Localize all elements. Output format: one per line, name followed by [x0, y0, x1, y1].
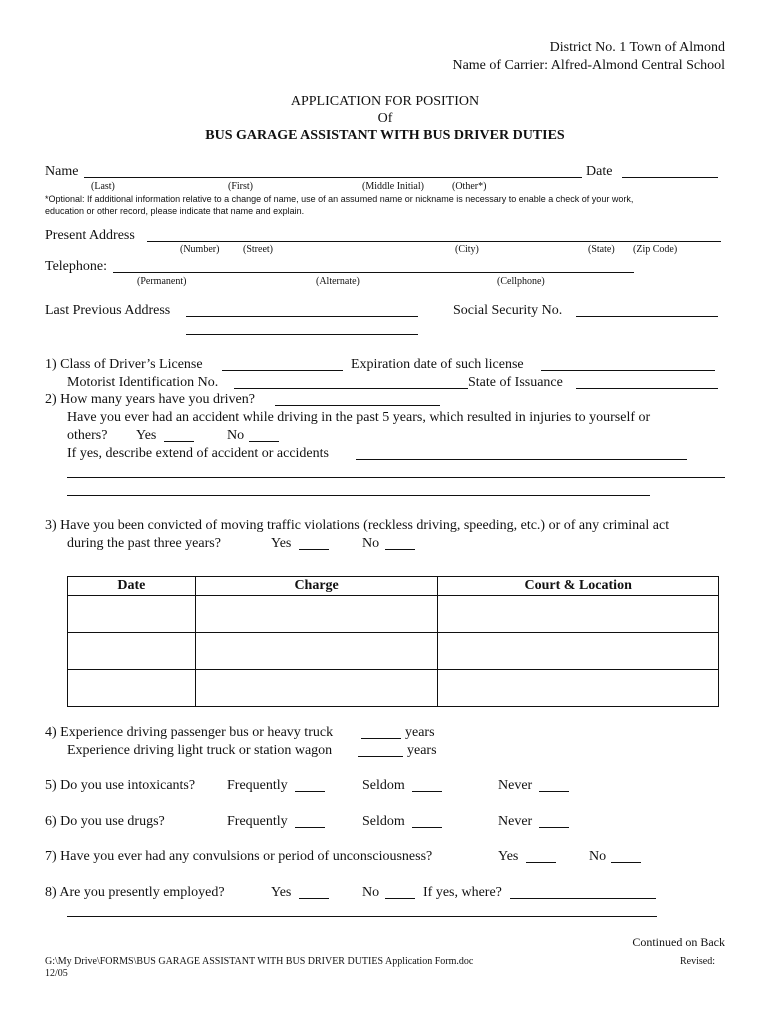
charge-cell[interactable]	[195, 596, 438, 633]
last-address-label: Last Previous Address	[45, 303, 171, 318]
q8-no-field[interactable]	[385, 898, 415, 899]
sub-zip: (Zip Code)	[633, 244, 678, 255]
q2-years-label: 2) How many years have you driven?	[45, 392, 255, 407]
date-label: Date	[586, 164, 613, 179]
date-field[interactable]	[622, 177, 718, 178]
q8-yes-field[interactable]	[299, 898, 329, 899]
page-title: BUS GARAGE ASSISTANT WITH BUS DRIVER DUTIES	[205, 128, 565, 143]
revised-label: Revised:	[680, 956, 715, 967]
q2-describe-label: If yes, describe extend of accident or accidents	[67, 446, 329, 461]
charge-column-header: Charge	[195, 577, 438, 596]
q3-no-field[interactable]	[385, 549, 415, 550]
name-label: Name	[45, 164, 79, 179]
continued-on-back: Continued on Back	[632, 935, 725, 949]
court-location-cell[interactable]	[438, 596, 719, 633]
title-line1: APPLICATION FOR POSITION	[290, 94, 480, 109]
name-field[interactable]	[84, 177, 582, 178]
q7-no-label: No	[589, 849, 607, 864]
sub-other: (Other*)	[452, 181, 487, 192]
table-row	[68, 596, 719, 633]
ssn-field[interactable]	[576, 316, 718, 317]
q3-no-label: No	[362, 536, 380, 551]
district-line: District No. 1 Town of Almond	[549, 40, 725, 55]
q3-line2: during the past three years?	[67, 536, 221, 551]
q4-line1: 4) Experience driving passenger bus or heavy truck	[45, 725, 334, 740]
sub-first: (First)	[228, 181, 253, 192]
years-driven-field[interactable]	[275, 405, 440, 406]
motorist-id-label: Motorist Identification No.	[67, 375, 219, 390]
state-issuance-label: State of Issuance	[468, 375, 563, 390]
court-location-cell[interactable]	[438, 670, 719, 707]
q1-expiration-label: Expiration date of such license	[351, 357, 524, 372]
q8-label: 8) Are you presently employed?	[45, 885, 225, 900]
sub-middle: (Middle Initial)	[362, 181, 424, 192]
q7-label: 7) Have you ever had any convulsions or period of unconsciousness?	[45, 849, 433, 864]
date-column-header: Date	[68, 577, 196, 596]
q3-yes-field[interactable]	[299, 549, 329, 550]
employer-field-2[interactable]	[67, 916, 657, 917]
sub-permanent: (Permanent)	[137, 276, 187, 287]
q3-yes-label: Yes	[271, 536, 292, 551]
title-line2: Of	[377, 111, 393, 126]
q5-seldom-field[interactable]	[412, 791, 442, 792]
sub-last: (Last)	[91, 181, 115, 192]
q5-seldom-label: Seldom	[362, 778, 405, 793]
q6-label: 6) Do you use drugs?	[45, 814, 165, 829]
violations-table	[67, 576, 719, 707]
q6-never-label: Never	[498, 814, 533, 829]
state-issuance-field[interactable]	[576, 388, 718, 389]
q1-class-label: 1) Class of Driver’s License	[45, 357, 203, 372]
q5-frequently-field[interactable]	[295, 791, 325, 792]
q4-line2: Experience driving light truck or station wagon	[67, 743, 333, 758]
q7-yes-field[interactable]	[526, 862, 556, 863]
last-address-field-1[interactable]	[186, 316, 418, 317]
q6-never-field[interactable]	[539, 827, 569, 828]
last-address-field-2[interactable]	[186, 334, 418, 335]
bus-experience-field[interactable]	[361, 738, 401, 739]
file-path: G:\My Drive\FORMS\BUS GARAGE ASSISTANT WITH BUS DRIVER DUTIES Application Form.doc	[45, 956, 474, 967]
ssn-label: Social Security No.	[453, 303, 563, 318]
table-row	[68, 670, 719, 707]
optional-note-line1: *Optional: If additional information relative to a change of name, use of an assumed name or nickname is necessary to enable a check of your work,	[45, 194, 634, 204]
q2-yes-label: Yes	[136, 428, 157, 443]
q8-where-label: If yes, where?	[423, 885, 502, 900]
footer-date: 12/05	[45, 968, 68, 979]
date-cell[interactable]	[68, 633, 196, 670]
accident-describe-field-3[interactable]	[67, 495, 650, 496]
charge-cell[interactable]	[195, 633, 438, 670]
date-cell[interactable]	[68, 670, 196, 707]
table-row	[68, 633, 719, 670]
q7-yes-label: Yes	[498, 849, 519, 864]
motorist-id-field[interactable]	[234, 388, 468, 389]
charge-cell[interactable]	[195, 670, 438, 707]
employer-field-1[interactable]	[510, 898, 656, 899]
court-location-cell[interactable]	[438, 633, 719, 670]
table-header-row	[68, 577, 719, 596]
accident-describe-field-1[interactable]	[356, 459, 687, 460]
date-cell[interactable]	[68, 596, 196, 633]
q2-yes-field[interactable]	[164, 441, 194, 442]
q3-line1: 3) Have you been convicted of moving traffic violations (reckless driving, speeding, etc.) or of any criminal act	[45, 518, 670, 533]
court-location-column-header: Court & Location	[438, 577, 719, 596]
telephone-field[interactable]	[113, 272, 634, 273]
q2-accident-text: Have you ever had an accident while driving in the past 5 years, which resulted in injuries to yourself or	[67, 410, 651, 425]
sub-alternate: (Alternate)	[316, 276, 360, 287]
q6-seldom-field[interactable]	[412, 827, 442, 828]
q5-never-field[interactable]	[539, 791, 569, 792]
q5-label: 5) Do you use intoxicants?	[45, 778, 196, 793]
q4-years-label-2: years	[407, 743, 437, 758]
q6-seldom-label: Seldom	[362, 814, 405, 829]
sub-cellphone: (Cellphone)	[497, 276, 545, 287]
sub-number: (Number)	[180, 244, 220, 255]
license-class-field[interactable]	[222, 370, 343, 371]
present-address-field[interactable]	[147, 241, 721, 242]
telephone-label: Telephone:	[45, 259, 107, 274]
q5-frequently-label: Frequently	[227, 778, 288, 793]
q5-never-label: Never	[498, 778, 533, 793]
sub-street: (Street)	[243, 244, 273, 255]
q6-frequently-label: Frequently	[227, 814, 288, 829]
carrier-line: Name of Carrier: Alfred-Almond Central School	[452, 58, 725, 73]
q4-years-label-1: years	[405, 725, 435, 740]
q2-no-label: No	[227, 428, 245, 443]
present-address-label: Present Address	[45, 228, 135, 243]
light-truck-experience-field[interactable]	[358, 756, 403, 757]
q2-others-text: others?	[67, 428, 108, 443]
q8-no-label: No	[362, 885, 380, 900]
sub-city: (City)	[455, 244, 479, 255]
q6-frequently-field[interactable]	[295, 827, 325, 828]
expiration-field[interactable]	[541, 370, 715, 371]
accident-describe-field-2[interactable]	[67, 477, 725, 478]
optional-note-line2: education or other record, please indicate that name and explain.	[45, 206, 305, 216]
q2-no-field[interactable]	[249, 441, 279, 442]
sub-state: (State)	[588, 244, 615, 255]
q8-yes-label: Yes	[271, 885, 292, 900]
q7-no-field[interactable]	[611, 862, 641, 863]
